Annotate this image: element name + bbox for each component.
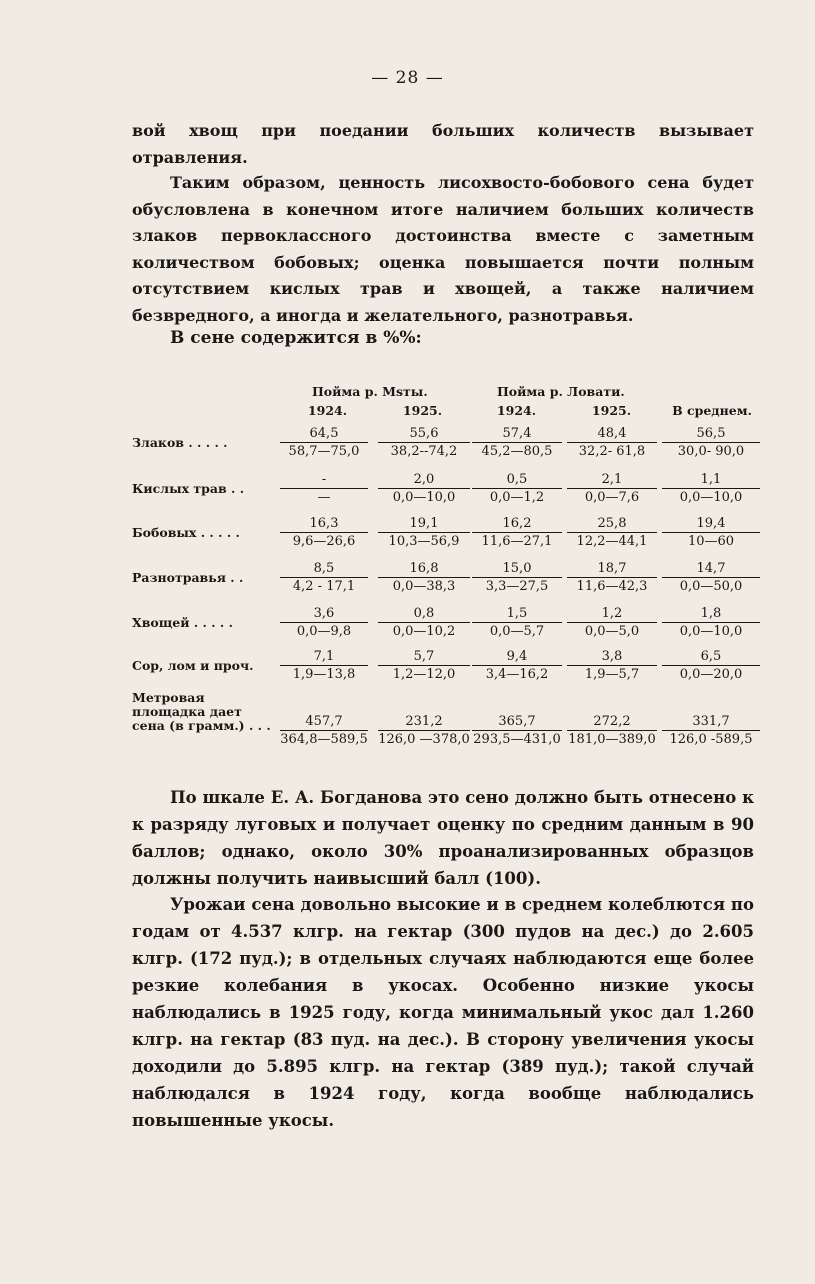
cell-mean: 272,2 xyxy=(593,714,631,729)
cell-range: 0,0—20,0 xyxy=(662,665,760,683)
row-label: Хвощей . . . . . xyxy=(132,615,233,630)
cell-mean: 1,5 xyxy=(506,606,528,621)
cell-range: 0,0—9,8 xyxy=(280,622,368,640)
cell-range: 126,0 -589,5 xyxy=(662,730,760,748)
table-cell xyxy=(662,560,760,595)
table-cell xyxy=(472,605,562,640)
cell-range: 181,0—389,0 xyxy=(568,732,656,747)
cell-range: 11,6—42,3 xyxy=(567,577,657,595)
table-cell xyxy=(662,648,760,683)
table-cell xyxy=(280,560,368,595)
cell-range: 38,2--74,2 xyxy=(378,442,470,460)
paragraph-2-text: Таким образом, ценность лисохвосто-бобового сена будет обусловлена в конечном итоге наличием больших количеств злаков первоклассного достоинства вместе с заметным количеством бобовых; оценка повышается почти полным отсутствием кислых трав и хвощей, а также наличием безвредного, а иногда и желательного, разнотравья. xyxy=(132,173,754,325)
table-cell xyxy=(662,471,760,506)
cell-mean: 18,7 xyxy=(597,561,627,576)
cell-range: 0,0—1,2 xyxy=(472,488,562,506)
cell-range: 10—60 xyxy=(662,532,760,550)
cell-mean: 25,8 xyxy=(597,516,627,531)
table-cell xyxy=(378,713,470,748)
paragraph-4 xyxy=(132,784,754,892)
cell-range: 9,6—26,6 xyxy=(280,532,368,550)
row-label: Бобовых . . . . . xyxy=(132,525,240,540)
cell-mean: 331,7 xyxy=(692,714,730,729)
cell-mean: 19,4 xyxy=(696,516,726,531)
cell-range: 0,0—5,0 xyxy=(567,622,657,640)
cell-range: 12,2—44,1 xyxy=(567,532,657,550)
cell-range: 126,0 —378,0 xyxy=(378,732,470,747)
cell-mean: 0,8 xyxy=(413,606,435,621)
col-header-5: В среднем. xyxy=(672,403,752,418)
cell-mean: 16,8 xyxy=(409,561,439,576)
cell-mean: 2,1 xyxy=(601,472,623,487)
table-cell xyxy=(280,605,368,640)
cell-mean: 6,5 xyxy=(700,649,722,664)
cell-mean: 64,5 xyxy=(309,426,339,441)
cell-range: 0,0—7,6 xyxy=(567,488,657,506)
cell-range: 4,2 - 17,1 xyxy=(280,577,368,595)
table-cell xyxy=(662,515,760,550)
cell-mean: 1,2 xyxy=(601,606,623,621)
table-cell xyxy=(280,471,368,506)
cell-range: 30,0- 90,0 xyxy=(662,442,760,460)
table-cell xyxy=(472,425,562,460)
cell-range: 364,8—589,5 xyxy=(280,732,368,747)
cell-range: 0,0—10,0 xyxy=(662,622,760,640)
table-cell xyxy=(472,471,562,506)
cell-mean: 16,2 xyxy=(502,516,532,531)
cell-mean: 231,2 xyxy=(405,714,443,729)
cell-range: 45,2—80,5 xyxy=(472,442,562,460)
cell-mean: 56,5 xyxy=(696,426,726,441)
cell-mean: 2,0 xyxy=(413,472,435,487)
table-cell xyxy=(378,425,470,460)
page-number: — 28 — xyxy=(371,68,444,88)
paragraph-5-text: Урожаи сена довольно высокие и в среднем колеблются по годам от 4.537 клгр. на гектар (300 пудов на дес.) до 2.605 клгр. (172 пуд.); в отдельных случаях наблюдаются еще более резкие колебания в укосах. Особенно низкие укосы наблюдались в 1925 году, когда минимальный укос дал 1.260 клгр. на гектар (83 пуд. на дес.). В сторону увеличения укосы доходили до 5.895 клгр. на гектар (389 пуд.); такой случай наблюдался в 1924 году, когда вообще наблюдались повышенные укосы. xyxy=(132,895,754,1130)
row-label: Кислых трав . . xyxy=(132,481,245,496)
group-header-msta: Пойма р. Msты. xyxy=(312,384,428,399)
cell-mean: 19,1 xyxy=(409,516,439,531)
table-cell xyxy=(378,471,470,506)
cell-mean: 1,8 xyxy=(700,606,722,621)
group-header-lovat: Пойма р. Ловати. xyxy=(497,384,625,399)
cell-mean: 1,1 xyxy=(700,472,722,487)
paragraph-1: вой хвощ при поедании больших количеств вызывает отравления. xyxy=(132,121,754,167)
cell-mean: 55,6 xyxy=(409,426,439,441)
col-header-1: 1924. xyxy=(307,403,348,418)
cell-mean: 9,4 xyxy=(506,649,528,664)
row-label: Разнотравья . . xyxy=(132,570,244,585)
table-cell xyxy=(378,605,470,640)
table-cell xyxy=(378,560,470,595)
cell-range: 10,3—56,9 xyxy=(378,532,470,550)
table-cell xyxy=(567,713,657,748)
cell-range: 1,9—5,7 xyxy=(567,665,657,683)
table-cell xyxy=(472,560,562,595)
cell-range: 0,0—10,0 xyxy=(662,488,760,506)
table-cell xyxy=(280,515,368,550)
table-cell xyxy=(567,471,657,506)
row-label: Сор, лом и проч. xyxy=(132,658,254,673)
cell-range: 3,4—16,2 xyxy=(472,665,562,683)
cell-mean: 57,4 xyxy=(502,426,532,441)
cell-mean: 5,7 xyxy=(413,649,435,664)
cell-range: 1,2—12,0 xyxy=(378,665,470,683)
cell-mean: 16,3 xyxy=(309,516,339,531)
col-header-4: 1925. xyxy=(591,403,632,418)
cell-range: 32,2- 61,8 xyxy=(567,442,657,460)
paragraph-5 xyxy=(132,891,754,1134)
table-cell xyxy=(378,648,470,683)
cell-mean: 15,0 xyxy=(502,561,532,576)
cell-range: 293,5—431,0 xyxy=(473,732,561,747)
cell-mean: 3,6 xyxy=(313,606,335,621)
cell-range: 1,9—13,8 xyxy=(280,665,368,683)
col-header-3: 1924. xyxy=(496,403,537,418)
cell-mean: 7,1 xyxy=(313,649,335,664)
table-cell xyxy=(567,515,657,550)
paragraph-2 xyxy=(132,170,754,329)
paragraph-3 xyxy=(132,325,754,352)
cell-range: 11,6—27,1 xyxy=(472,532,562,550)
table-cell xyxy=(662,605,760,640)
paragraph-3-text: В сене содержится в %%: xyxy=(170,328,422,348)
table-cell xyxy=(567,560,657,595)
paragraph-4-text: По шкале Е. А. Богданова это сено должно быть отнесено к к разряду луговых и получает оценку по средним данным в 90 баллов; однако, около 30% проанализированных образцов должны получить наивысший балл (100). xyxy=(132,788,754,888)
cell-mean: 0,5 xyxy=(506,472,528,487)
cell-range: 0,0—50,0 xyxy=(662,577,760,595)
cell-range: 0,0—38,3 xyxy=(378,577,470,595)
cell-mean: 14,7 xyxy=(696,561,726,576)
table-cell xyxy=(280,425,368,460)
cell-mean: 3,8 xyxy=(601,649,623,664)
col-header-2: 1925. xyxy=(402,403,443,418)
table-cell xyxy=(472,713,562,748)
cell-mean: 8,5 xyxy=(313,561,335,576)
table-cell xyxy=(472,648,562,683)
table-cell xyxy=(567,648,657,683)
table-cell xyxy=(567,605,657,640)
cell-mean: - xyxy=(321,472,327,487)
table-cell xyxy=(280,713,368,748)
cell-mean: 48,4 xyxy=(597,426,627,441)
cell-mean: 457,7 xyxy=(305,714,343,729)
table-cell xyxy=(280,648,368,683)
cell-mean: 365,7 xyxy=(498,714,536,729)
cell-range: 0,0—10,2 xyxy=(378,622,470,640)
table-cell xyxy=(662,425,760,460)
row-label: Метровая площадка дает сена (в грамм.) . . . xyxy=(132,690,271,733)
table-cell xyxy=(567,425,657,460)
cell-range: 3,3—27,5 xyxy=(472,577,562,595)
cell-range: — xyxy=(280,488,368,506)
table-cell xyxy=(662,713,760,748)
row-label: Злаков . . . . . xyxy=(132,435,228,450)
cell-range: 58,7—75,0 xyxy=(280,442,368,460)
cell-range: 0,0—5,7 xyxy=(472,622,562,640)
table-cell xyxy=(378,515,470,550)
table-cell xyxy=(472,515,562,550)
cell-range: 0,0—10,0 xyxy=(378,488,470,506)
